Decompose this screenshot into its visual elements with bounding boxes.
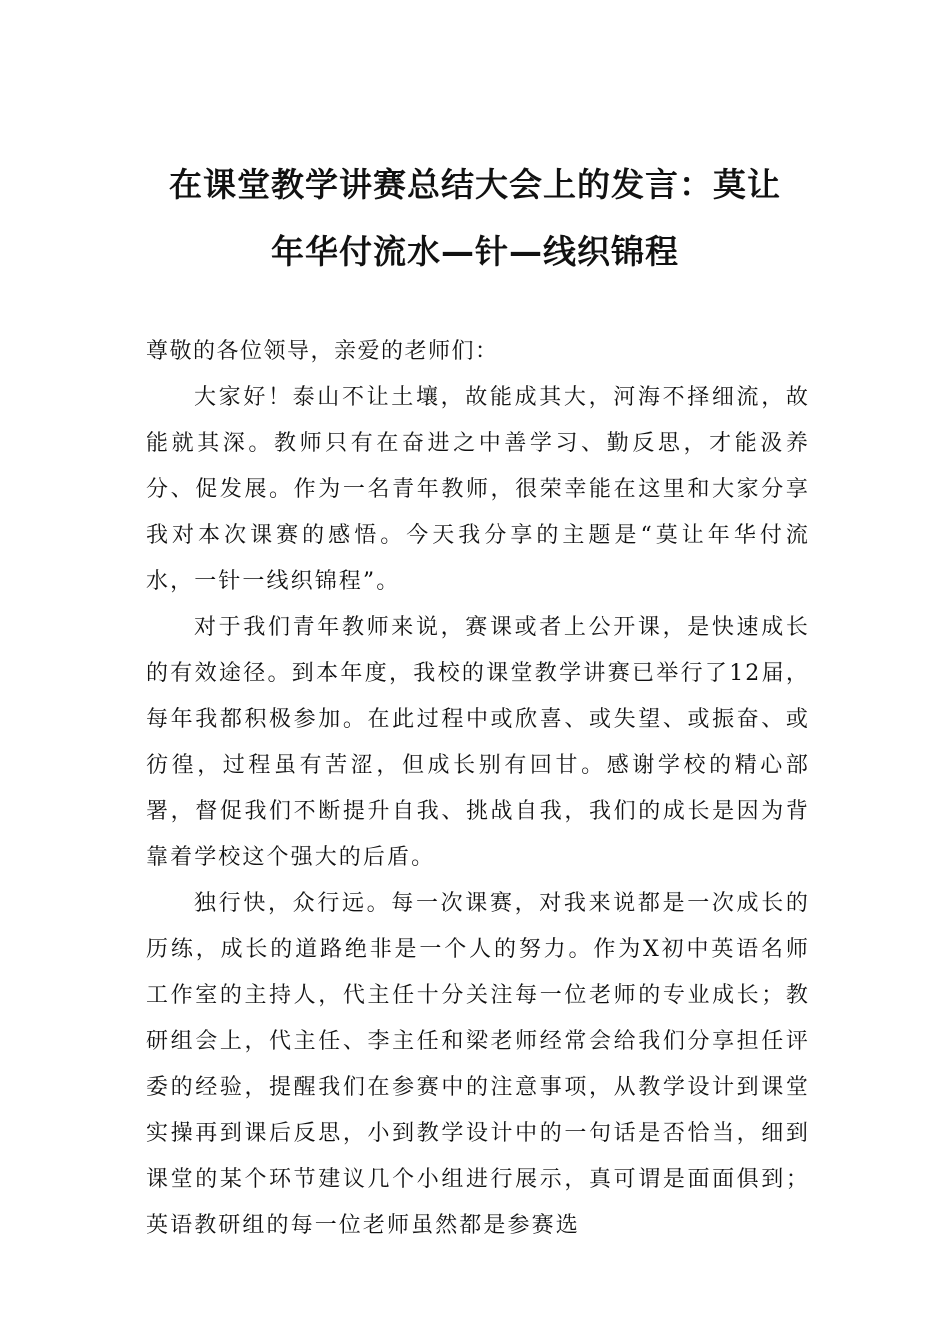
paragraph-1: 大家好！泰山不让土壤，故能成其大，河海不择细流，故能就其深。教师只有在奋进之中善学习、勤反思，才能汲养分、促发展。作为一名青年教师，很荣幸能在这里和大家分享我对本次课赛的感悟。今天我分享的主题是“莫让年华付流水，一针一线织锦程”。	[146, 385, 810, 594]
salutation: 尊敬的各位领导，亲爱的老师们：	[146, 339, 499, 364]
paragraph-2: 对于我们青年教师来说，赛课或者上公开课，是快速成长的有效途径。到本年度，我校的课堂教学讲赛已举行了12届，每年我都积极参加。在此过程中或欣喜、或失望、或振奋、或彷徨，过程虽有苦涩，但成长别有回甘。感谢学校的精心部署，督促我们不断提升自我、挑战自我，我们的成长是因为背靠着学校这个强大的后盾。	[146, 615, 810, 870]
document-title-line-1: 在课堂教学讲赛总结大会上的发言：莫让	[169, 165, 781, 204]
document-title-line-2: 年华付流水—针—线织锦程	[271, 232, 679, 271]
paragraph-3: 独行快，众行远。每一次课赛，对我来说都是一次成长的历练，成长的道路绝非是一个人的努力。作为X初中英语名师工作室的主持人，代主任十分关注每一位老师的专业成长；教研组会上，代主任、李主任和梁老师经常会给我们分享担任评委的经验，提醒我们在参赛中的注意事项，从教学设计到课堂实操再到课后反思，小到教学设计中的一句话是否恰当，细到课堂的某个环节建议几个小组进行展示，真可谓是面面俱到；英语教研组的每一位老师虽然都是参赛选	[146, 891, 810, 1238]
document-body	[146, 329, 810, 1249]
